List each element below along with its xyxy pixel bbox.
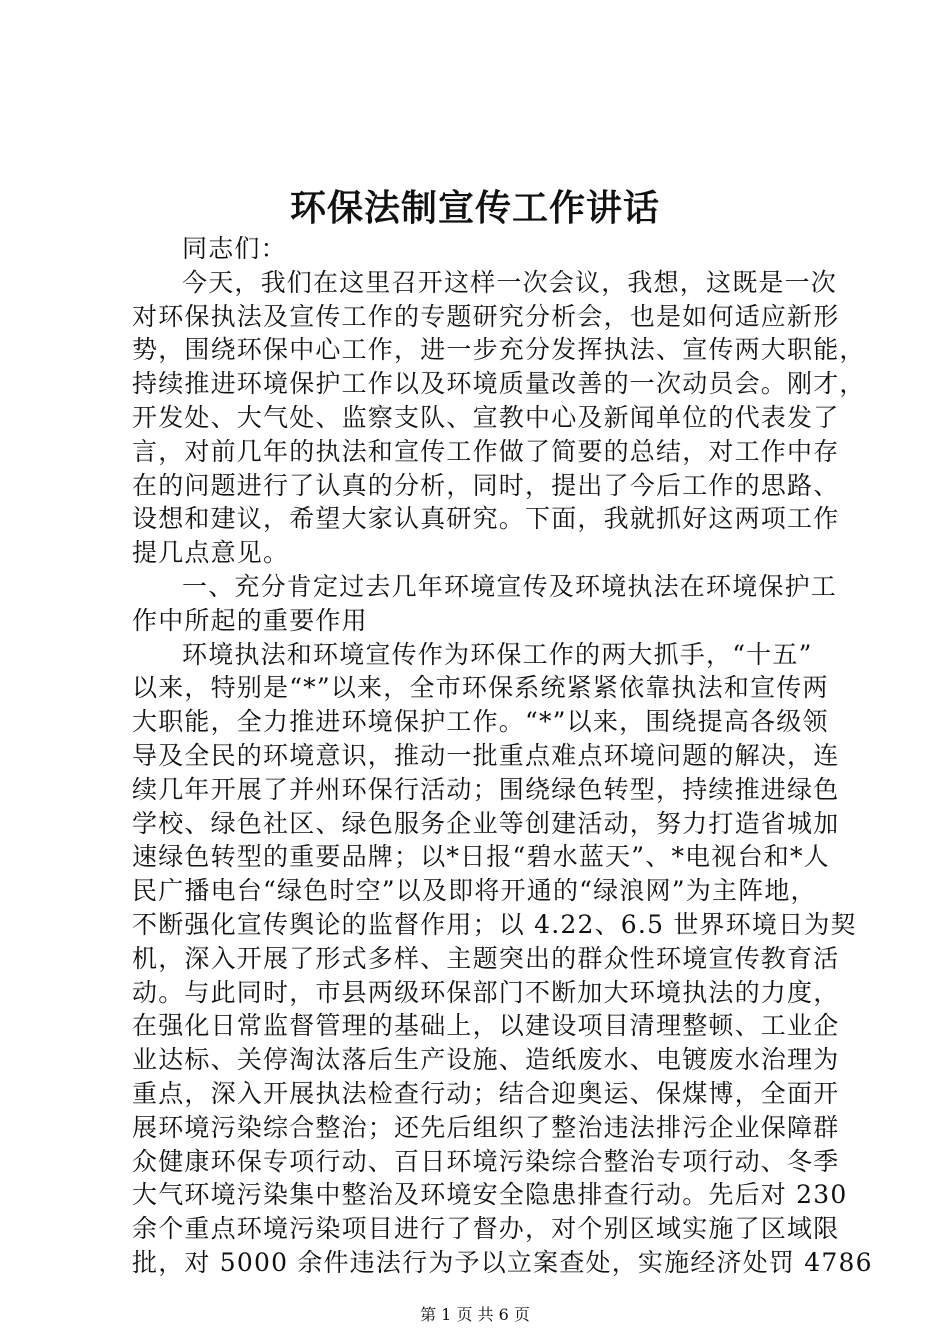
body-line: 对环保执法及宣传工作的专题研究分析会，也是如何适应新形 <box>132 301 840 331</box>
body-line: 重点，深入开展执法检查行动；结合迎奥运、保煤博，全面开 <box>132 1078 840 1108</box>
body-line: 在强化日常监督管理的基础上，以建设项目清理整顿、工业企 <box>132 1011 840 1041</box>
body-line: 展环境污染综合整治；还先后组织了整治违法排污企业保障群 <box>132 1112 840 1142</box>
body-line: 以来，特别是“*”以来，全市环保系统紧紧依靠执法和宣传两 <box>132 673 829 703</box>
section-heading-line: 作中所起的重要作用 <box>132 605 368 635</box>
salutation-line: 同志们： <box>182 234 287 263</box>
body-line: 学校、绿色社区、绿色服务企业等创建活动，努力打造省城加 <box>132 808 840 838</box>
page-number-footer: 第 1 页 共 6 页 <box>420 1305 530 1324</box>
body-line: 大职能，全力推进环境保护工作。“*”以来，围绕提高各级领 <box>132 707 829 737</box>
body-line: 大气环境污染集中整治及环境安全隐患排查行动。先后对 230 <box>132 1180 848 1210</box>
body-line: 设想和建议，希望大家认真研究。下面，我就抓好这两项工作 <box>132 504 840 534</box>
body-line: 开发处、大气处、监察支队、宣教中心及新闻单位的代表发了 <box>132 402 840 432</box>
body-line: 提几点意见。 <box>132 538 290 568</box>
body-line: 速绿色转型的重要品牌；以*日报“碧水蓝天”、*电视台和*人 <box>132 842 830 872</box>
section-heading-line: 一、充分肯定过去几年环境宣传及环境执法在环境保护工 <box>182 571 838 601</box>
body-line: 环境执法和环境宣传作为环保工作的两大抓手，“十五” <box>182 639 813 669</box>
body-line: 民广播电台“绿色时空”以及即将开通的“绿浪网”为主阵地， <box>132 876 817 906</box>
body-line: 势，围绕环保中心工作，进一步充分发挥执法、宣传两大职能， <box>132 335 866 365</box>
body-line: 在的问题进行了认真的分析，同时，提出了今后工作的思路、 <box>132 470 840 500</box>
document-title: 环保法制宣传工作讲话 <box>289 187 660 229</box>
body-line: 众健康环保专项行动、百日环境污染综合整治专项行动、冬季 <box>132 1146 840 1176</box>
body-line: 动。与此同时，市县两级环保部门不断加大环境执法的力度， <box>132 977 840 1007</box>
body-line: 机，深入开展了形式多样、主题突出的群众性环境宣传教育活 <box>132 943 840 973</box>
body-line: 余个重点环境污染项目进行了督办，对个别区域实施了区域限 <box>132 1214 840 1244</box>
body-line: 业达标、关停淘汰落后生产设施、造纸废水、电镀废水治理为 <box>132 1045 840 1075</box>
body-line: 今天，我们在这里召开这样一次会议，我想，这既是一次 <box>182 267 838 297</box>
body-line: 导及全民的环境意识，推动一批重点难点环境问题的解决，连 <box>132 740 840 770</box>
body-line: 不断强化宣传舆论的监督作用；以 4.22、6.5 世界环境日为契 <box>132 909 857 939</box>
body-line: 批，对 5000 余件违法行为予以立案查处，实施经济处罚 4786 <box>132 1247 873 1277</box>
body-line: 持续推进环境保护工作以及环境质量改善的一次动员会。刚才， <box>132 369 866 399</box>
document-body <box>132 232 873 1280</box>
body-line: 续几年开展了并州环保行活动；围绕绿色转型，持续推进绿色 <box>132 774 840 804</box>
body-line: 言，对前几年的执法和宣传工作做了简要的总结，对工作中存 <box>132 436 840 466</box>
